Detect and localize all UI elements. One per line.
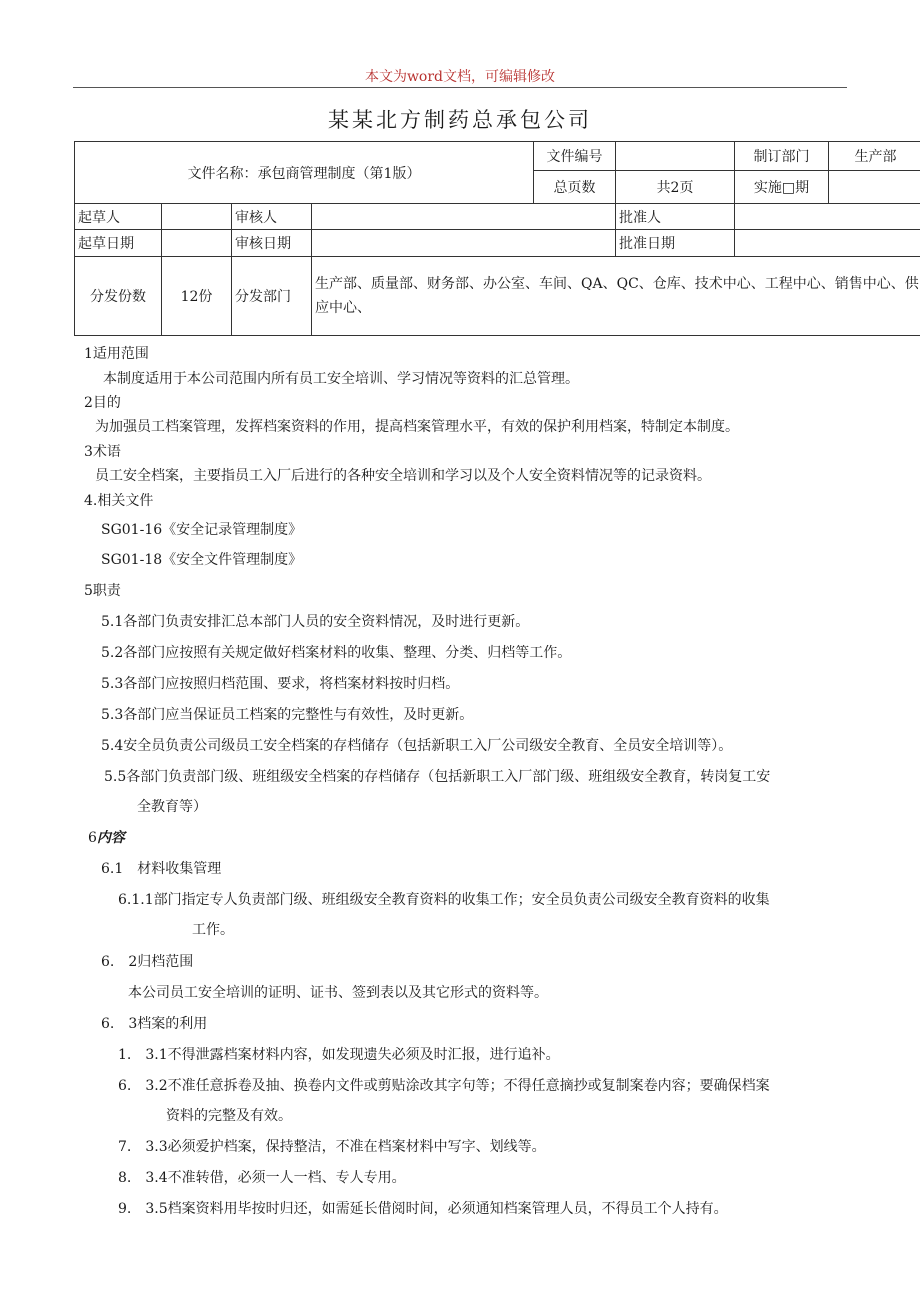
drafter-value xyxy=(162,204,232,230)
approver-value xyxy=(735,204,920,230)
section-6-3-2-line-1: 6. 3.2不准任意拆卷及抽、换卷内文件或剪贴涂改其字句等；不得任意摘抄或复制案卷内容；要确保档案 xyxy=(118,1078,770,1094)
dist-dept-value: 生产部、质量部、财务部、办公室、车间、QA、QC、仓库、技术中心、工程中心、销售中心、供应中心、 xyxy=(312,257,920,336)
section-6-3-5: 9. 3.5档案资料用毕按时归还，如需延长借阅时间，必须通知档案管理人员，不得员工个人持有。 xyxy=(118,1201,728,1217)
section-4-title: 4.相关文件 xyxy=(84,493,154,509)
doc-name-cell: 文件名称：承包商管理制度（第1版） xyxy=(75,142,534,204)
reviewer-label: 审核人 xyxy=(232,204,312,230)
section-6-3: 6. 3档案的利用 xyxy=(101,1016,208,1032)
section-6-label: 内容 xyxy=(96,830,125,846)
section-5-3a: 5.3各部门应按照归档范围、要求，将档案材料按时归档。 xyxy=(101,676,460,692)
section-1-text: 本制度适用于本公司范围内所有员工安全培训、学习情况等资料的汇总管理。 xyxy=(103,371,579,387)
approve-date-label: 批准日期 xyxy=(616,230,735,257)
section-6-1: 6.1 材料收集管理 xyxy=(101,861,222,877)
dist-dept-label: 分发部门 xyxy=(232,257,312,336)
dept-value: 生产部 xyxy=(829,142,920,171)
pages-label: 总页数 xyxy=(534,171,616,204)
section-2-text: 为加强员工档案管理，发挥档案资料的作用，提高档案管理水平，有效的保护利用档案，特制定本制度。 xyxy=(95,419,739,435)
section-6-3-3: 7. 3.3必须爱护档案，保持整洁，不准在档案材料中写字、划线等。 xyxy=(118,1139,546,1155)
drafter-label: 起草人 xyxy=(75,204,162,230)
section-6-1-1-line-2: 工作。 xyxy=(192,922,234,938)
section-5-5-line-2: 全教育等） xyxy=(137,799,207,815)
review-date-label: 审核日期 xyxy=(232,230,312,257)
section-6-3-2-line-2: 资料的完整及有效。 xyxy=(166,1108,292,1124)
section-6-3-1: 1. 3.1不得泄露档案材料内容，如发现遗失必须及时汇报，进行追补。 xyxy=(118,1047,560,1063)
approver-label: 批准人 xyxy=(616,204,735,230)
section-5-5-line-1: 5.5各部门负责部门级、班组级安全档案的存档储存（包括新职工入厂部门级、班组级安全教育，转岗复工安 xyxy=(104,769,771,785)
section-3-title: 3术语 xyxy=(84,444,121,460)
header-rule xyxy=(73,87,847,88)
review-date-value xyxy=(312,230,616,257)
approve-date-value xyxy=(735,230,920,257)
draft-date-value xyxy=(162,230,232,257)
impl-value xyxy=(829,171,920,204)
section-6-number: 6 xyxy=(88,830,97,846)
section-5-2: 5.2各部门应按照有关规定做好档案材料的收集、整理、分类、归档等工作。 xyxy=(101,645,572,661)
section-6-title xyxy=(88,827,125,847)
section-6-2: 6. 2归档范围 xyxy=(101,954,194,970)
impl-label: 实施□期 xyxy=(735,171,829,204)
doc-no-label: 文件编号 xyxy=(534,142,616,171)
section-4-ref-2: SG01-18《安全文件管理制度》 xyxy=(101,552,303,568)
header-note: 本文为word文档，可编辑修改 xyxy=(364,69,556,85)
copies-value: 12份 xyxy=(162,257,232,336)
pages-value: 共2页 xyxy=(616,171,735,204)
section-6-3-4: 8. 3.4不准转借，必须一人一档、专人专用。 xyxy=(118,1170,406,1186)
section-5-title: 5职责 xyxy=(84,583,121,599)
page-title: 某某北方制药总承包公司 xyxy=(328,108,592,132)
section-5-3b: 5.3各部门应当保证员工档案的完整性与有效性，及时更新。 xyxy=(101,707,474,723)
section-1-title: 1适用范围 xyxy=(84,346,149,362)
dept-label: 制订部门 xyxy=(735,142,829,171)
draft-date-label: 起草日期 xyxy=(75,230,162,257)
section-5-1: 5.1各部门负责安排汇总本部门人员的安全资料情况，及时进行更新。 xyxy=(101,614,530,630)
doc-no-value xyxy=(616,142,735,171)
reviewer-value xyxy=(312,204,616,230)
section-6-2-text: 本公司员工安全培训的证明、证书、签到表以及其它形式的资料等。 xyxy=(128,985,548,1001)
section-2-title: 2目的 xyxy=(84,395,121,411)
section-4-ref-1: SG01-16《安全记录管理制度》 xyxy=(101,522,303,538)
document-info-table xyxy=(74,141,920,336)
copies-label: 分发份数 xyxy=(75,257,162,336)
section-5-4: 5.4安全员负责公司级员工安全档案的存档储存（包括新职工入厂公司级安全教育、全员安全培训等）。 xyxy=(101,738,733,754)
section-6-1-1-line-1: 6.1.1部门指定专人负责部门级、班组级安全教育资料的收集工作；安全员负责公司级安全教育资料的收集 xyxy=(118,892,770,908)
section-3-text: 员工安全档案，主要指员工入厂后进行的各种安全培训和学习以及个人安全资料情况等的记录资料。 xyxy=(95,468,711,484)
